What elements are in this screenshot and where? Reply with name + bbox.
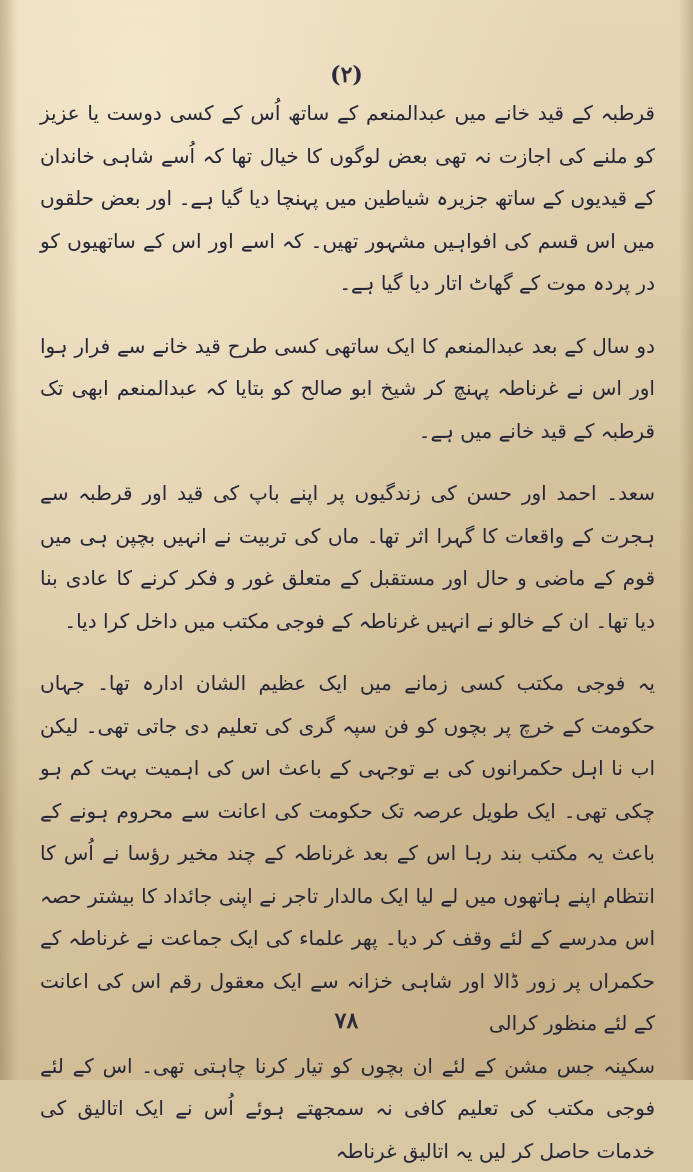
page-edge-shadow-left (0, 0, 18, 1080)
paragraph-gap (40, 452, 655, 472)
paragraph-3: سعد۔ احمد اور حسن کی زندگیوں پر اپنے باپ کی قید اور قرطبہ سے ہجرت کے واقعات کا گہرا اثر تھا۔ ماں کی تربیت نے انہیں بچپن ہی میں قوم کے ماضی و حال اور مستقبل کے متعلق غور و فکر کرنے کا عادی بنا دیا تھا۔ ان کے خالو نے انہیں غرناطہ کے فوجی مکتب میں داخل کرا دیا۔ (40, 472, 655, 642)
page-edge-shadow-right (679, 0, 693, 1080)
paragraph-4: یہ فوجی مکتب کسی زمانے میں ایک عظیم الشان ادارہ تھا۔ جہاں حکومت کے خرچ پر بچوں کو فن سپہ گری کی تعلیم دی جاتی تھی۔ لیکن اب نا اہل حکمرانوں کی بے توجہی کے باعث اس کی اہمیت بہت کم ہو چکی تھی۔ ایک طویل عرصہ تک حکومت کی اعانت سے محروم ہونے کے باعث یہ مکتب بند رہا اس کے بعد غرناطہ کے چند مخیر رؤسا نے اُس کا انتظام اپنے ہاتھوں میں لے لیا ایک مالدار تاجر نے اپنی جائداد کا بیشتر حصہ اس مدرسے کے لئے وقف کر دیا۔ پھر علماء کی ایک جماعت نے غرناطہ کے حکمراں پر زور ڈالا اور شاہی خزانہ سے ایک معقول رقم اس کی اعانت کے لئے منظور کرالی (40, 662, 655, 1045)
chapter-number: (۲) (0, 62, 693, 88)
paragraph-2: دو سال کے بعد عبدالمنعم کا ایک ساتھی کسی طرح قید خانے سے فرار ہوا اور اس نے غرناطہ پہنچ کر شیخ ابو صالح کو بتایا کہ عبدالمنعم ابھی تک قرطبہ کے قید خانے میں ہے۔ (40, 325, 655, 453)
paragraph-5: سکینہ جس مشن کے لئے ان بچوں کو تیار کرنا چاہتی تھی۔ اس کے لئے فوجی مکتب کی تعلیم کافی نہ سمجھتے ہوئے اُس نے ایک اتالیق کی خدمات حاصل کر لیں یہ اتالیق غرناطہ (40, 1045, 655, 1172)
page-number: ۷۸ (0, 1008, 693, 1034)
paragraph-1: قرطبہ کے قید خانے میں عبدالمنعم کے ساتھ اُس کے کسی دوست یا عزیز کو ملنے کی اجازت نہ تھی بعض لوگوں کا خیال تھا کہ اُسے شاہی خاندان کے قیدیوں کے ساتھ جزیرہ شیاطین میں پہنچا دیا گیا ہے۔ اور بعض حلقوں میں اس قسم کی افواہیں مشہور تھیں۔ کہ اسے اور اس کے ساتھیوں کو در پردہ موت کے گھاٹ اتار دیا گیا ہے۔ (40, 92, 655, 305)
paragraph-gap (40, 642, 655, 662)
paragraph-gap (40, 305, 655, 325)
